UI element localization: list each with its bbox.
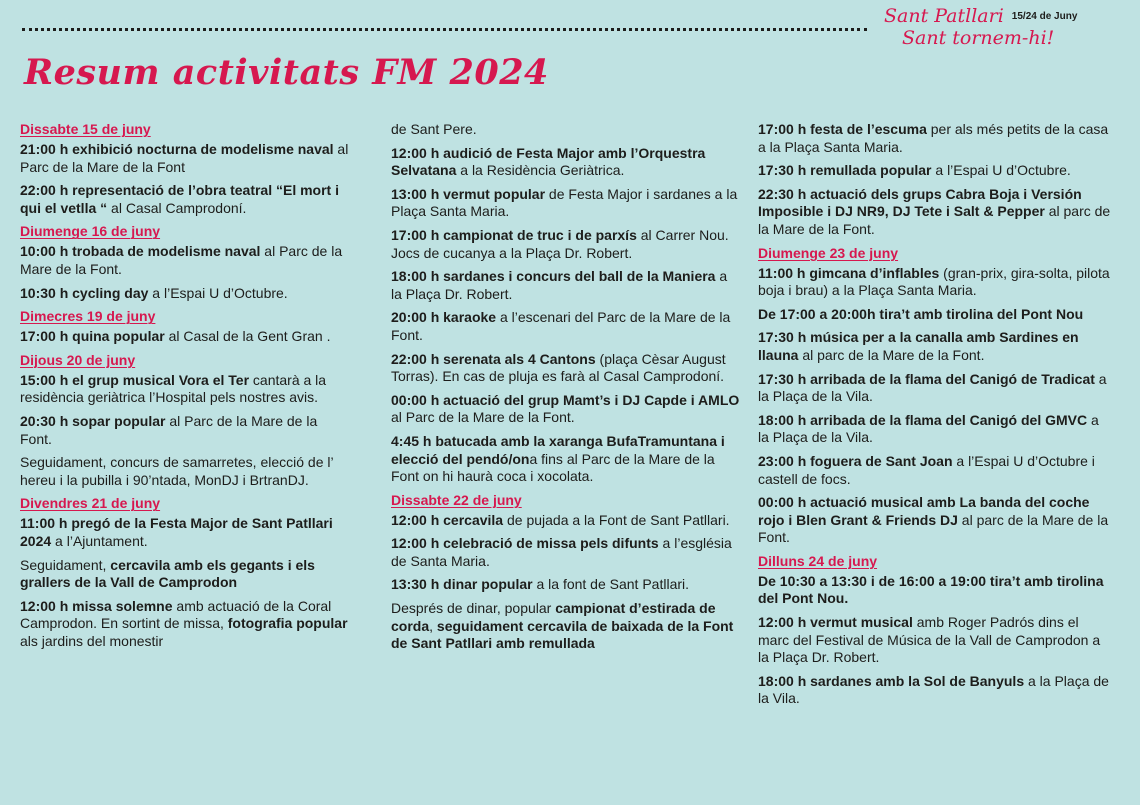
event-item: De 17:00 a 20:00h tira’t amb tirolina del Pont Nou [758, 305, 1084, 322]
column-1 [20, 121, 350, 656]
event-item: 17:30 h remullada popular a l’Espai U d’Octubre. [758, 162, 1071, 179]
day-heading: Dissabte 22 de juny [391, 491, 522, 508]
event-item: 12:00 h cercavila de pujada a la Font de Sant Patllari. [391, 511, 730, 528]
event-item: 00:00 h actuació musical amb La banda del coche rojo i Blen Grant & Friends DJ al parc de la Mare de la Font. [758, 494, 1109, 546]
event-item: 13:00 h vermut popular de Festa Major i sardanes a la Plaça Santa Maria. [391, 185, 738, 220]
event-item: 22:00 h representació de l’obra teatral “El mort i qui el vetlla “ al Casal Camprodoní. [20, 182, 339, 216]
event-item: 15:00 h el grup musical Vora el Ter cantarà a la residència geriàtrica l’Hospital pels nostres avis. [20, 371, 327, 406]
event-item: 18:00 h sardanes amb la Sol de Banyuls a la Plaça de la Vila. [758, 672, 1109, 707]
event-item: 22:30 h actuació dels grups Cabra Boja i Versión Imposible i DJ NR9, DJ Tete i Salt & Pepper al parc de la Mare de la Font. [758, 185, 1111, 237]
event-item: 21:00 h exhibició nocturna de modelisme naval al Parc de la Mare de la Font [20, 141, 349, 175]
event-item: 11:00 h pregó de la Festa Major de Sant Patllari 2024 a l’Ajuntament. [20, 515, 333, 549]
event-item: 20:30 h sopar popular al Parc de la Mare de la Font. [20, 412, 318, 447]
day-heading: Diumenge 23 de juny [758, 244, 899, 261]
day-heading: Dijous 20 de juny [20, 351, 136, 368]
event-item: 12:00 h celebració de missa pels difunts a l’església de Santa Maria. [391, 535, 732, 569]
event-item: De 10:30 a 13:30 i de 16:00 a 19:00 tira’t amb tirolina del Pont Nou. [758, 572, 1104, 607]
brand-line-2: Sant tornem-hi! [902, 27, 1055, 49]
event-item: 13:30 h dinar popular a la font de Sant Patllari. [391, 576, 690, 593]
event-item: 20:00 h karaoke a l’escenari del Parc de la Mare de la Font. [391, 309, 731, 343]
event-item: 17:00 h quina popular al Casal de la Gent Gran . [20, 328, 331, 345]
brand-logo [884, 6, 1134, 49]
event-item: 23:00 h foguera de Sant Joan a l’Espai U d’Octubre i castell de focs. [758, 452, 1095, 487]
event-item: Seguidament, concurs de samarretes, elecció de l’ hereu i la pubilla i 90’ntada, MonDJ i BrtranDJ. [20, 454, 334, 488]
event-continuation: de Sant Pere. [391, 121, 477, 137]
day-heading: Dilluns 24 de juny [758, 552, 878, 569]
event-item: 18:00 h arribada de la flama del Canigó del GMVC a la Plaça de la Vila. [758, 411, 1099, 446]
day-heading: Divendres 21 de juny [20, 495, 161, 512]
column-3 [758, 121, 1113, 714]
day-heading: Diumenge 16 de juny [20, 223, 161, 240]
dotted-divider [22, 28, 867, 31]
event-item: 12:00 h audició de Festa Major amb l’Orquestra Selvatana a la Residència Geriàtrica. [391, 144, 706, 179]
day-heading: Dimecres 19 de juny [20, 308, 156, 325]
event-item: 17:00 h campionat de truc i de parxís al Carrer Nou. Jocs de cucanya a la Plaça Dr. Robert. [391, 226, 729, 261]
event-item: 12:00 h missa solemne amb actuació de la Coral Camprodon. En sortint de missa, fotografia popular als jardins del monestir [20, 597, 348, 649]
page-title: Resum activitats FM 2024 [24, 52, 549, 93]
column-2 [391, 121, 741, 659]
event-item: 00:00 h actuació del grup Mamt’s i DJ Capde i AMLO al Parc de la Mare de la Font. [391, 391, 740, 426]
event-item: 10:00 h trobada de modelisme naval al Parc de la Mare de la Font. [20, 243, 343, 277]
event-item: 10:30 h cycling day a l’Espai U d’Octubre. [20, 284, 288, 301]
event-item: 22:00 h serenata als 4 Cantons (plaça Cèsar August Torras). En cas de pluja es farà al Casal Camprodoní. [391, 350, 726, 385]
event-item: Seguidament, cercavila amb els gegants i els grallers de la Vall de Camprodon [20, 556, 315, 591]
day-heading: Dissabte 15 de juny [20, 121, 151, 137]
event-item: 17:00 h festa de l’escuma per als més petits de la casa a la Plaça Santa Maria. [758, 121, 1109, 155]
event-item: 4:45 h batucada amb la xaranga BufaTramuntana i elecció del pendó/ona fins al Parc de la Mare de la Font on hi haurà coca i xocolata. [391, 432, 725, 485]
event-item: 12:00 h vermut musical amb Roger Padrós dins el marc del Festival de Música de la Vall de Camprodon a la Plaça Dr. Robert. [758, 614, 1101, 666]
event-item: 17:30 h arribada de la flama del Canigó de Tradicat a la Plaça de la Vila. [758, 370, 1107, 405]
event-item: 17:30 h música per a la canalla amb Sardines en llauna al parc de la Mare de la Font. [758, 329, 1079, 363]
event-item: 18:00 h sardanes i concurs del ball de la Maniera a la Plaça Dr. Robert. [391, 268, 728, 302]
event-item: Després de dinar, popular campionat d’estirada de corda, seguidament cercavila de baixada de la Font de Sant Patllari amb remullada [391, 600, 734, 652]
brand-dates: 15/24 de Juny [1011, 11, 1078, 22]
brand-line-1: Sant Patllari [884, 5, 1004, 27]
event-item: 11:00 h gimcana d’inflables (gran-prix, gira-solta, pilota boja i brau) a la Plaça Santa Maria. [758, 264, 1110, 299]
